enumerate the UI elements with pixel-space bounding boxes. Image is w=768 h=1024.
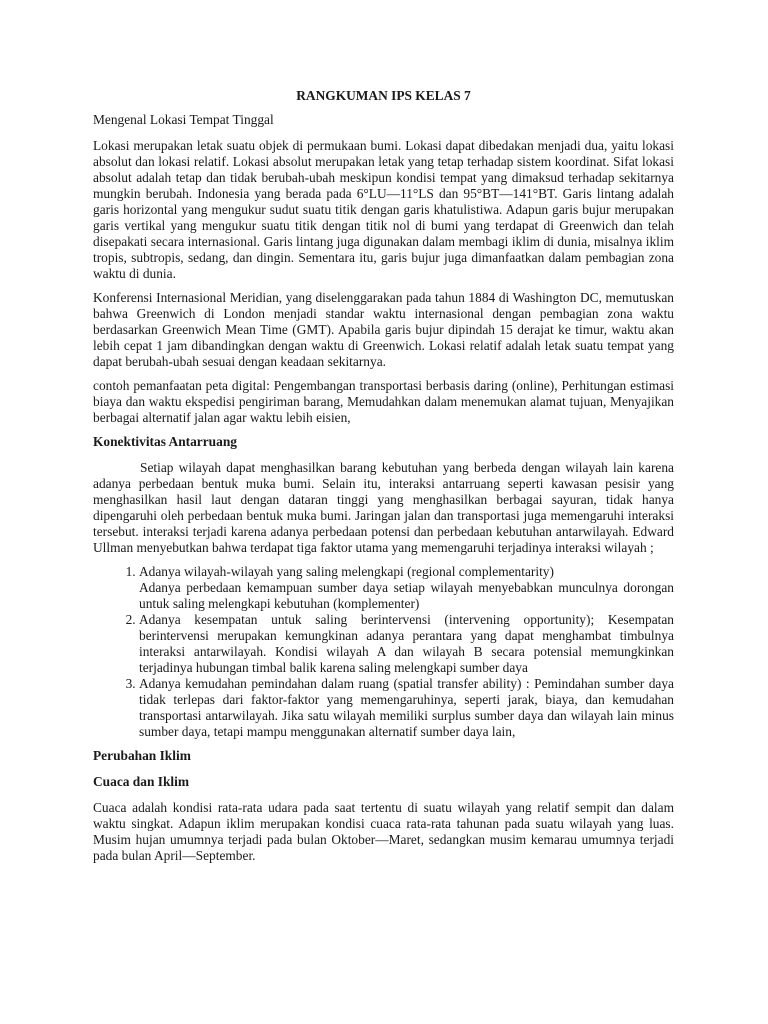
list-item-desc: Adanya perbedaan kemampuan sumber daya setiap wilayah menyebabkan munculnya dorongan untuk saling melengkapi kebutuhan (komplementer): [139, 580, 674, 611]
paragraph-cuaca: Cuaca adalah kondisi rata-rata udara pada saat tertentu di suatu wilayah yang relatif sempit dan dalam waktu singkat. Adapun iklim merupakan kondisi cuaca rata-rata tahunan pada suatu wilayah yang luas. Musim hujan umumnya terjadi pada bulan Oktober—Maret, sedangkan musim kemarau umumnya terjadi pada bulan April—September.: [93, 800, 674, 863]
document-page: [93, 88, 674, 872]
heading-perubahan-iklim: Perubahan Iklim: [93, 748, 191, 763]
paragraph-peta-digital: contoh pemanfaatan peta digital: Pengembangan transportasi berbasis daring (online), Perhitungan estimasi biaya dan waktu ekspedisi pengiriman barang, Memudahkan dalam menemukan alamat tujuan, Menyajikan berbagai alternatif jalan agar waktu lebih eisien,: [93, 378, 674, 425]
paragraph-lokasi: Lokasi merupakan letak suatu objek di permukaan bumi. Lokasi dapat dibedakan menjadi dua, yaitu lokasi absolut dan lokasi relatif. Lokasi absolut merupakan letak yang tetap terhadap sistem koordinat. Sifat lokasi absolut adalah tetap dan tidak berubah-ubah meskipun kondisi tempat yang dimaksud terhadap sekitarnya mungkin berubah. Indonesia yang berada pada 6°LU—11°LS dan 95°BT—141°BT. Garis lintang adalah garis horizontal yang mengukur sudut suatu titik dengan garis khatulistiwa. Adapun garis bujur merupakan garis vertikal yang mengukur suatu titik dengan titik nol di bumi yang terdapat di Greenwich dan telah disepakati secara internasional. Garis lintang juga digunakan dalam membagi iklim di dunia, misalnya iklim tropis, subtropis, sedang, dan dingin. Sementara itu, garis bujur juga dimanfaatkan dalam pembagian zona waktu di dunia.: [93, 138, 674, 281]
heading-cuaca-iklim: Cuaca dan Iklim: [93, 774, 189, 789]
list-item-title: 1. Adanya wilayah-wilayah yang saling melengkapi (regional complementarity): [139, 564, 554, 579]
heading-konektivitas: Konektivitas Antarruang: [93, 434, 237, 449]
document-subtitle: Mengenal Lokasi Tempat Tinggal: [93, 112, 274, 127]
list-item-title: 2. Adanya kesempatan untuk saling berintervensi (intervening opportunity); Kesempatan berintervensi merupakan kemungkinan adanya perantara yang dapat menghambat timbulnya interaksi antarwilayah. Kondisi wilayah A dan wilayah B secara potensial memungkinkan terjadinya hubungan timbal balik karena saling melengkapi sumber daya: [139, 612, 674, 675]
list-item: [139, 676, 674, 740]
document-title: RANGKUMAN IPS KELAS 7: [296, 88, 471, 103]
factor-list: [93, 564, 674, 740]
list-item-title: 3. Adanya kemudahan pemindahan dalam ruang (spatial transfer ability) : Pemindahan sumber daya tidak terlepas dari faktor-faktor yang memengaruhinya, seperti jarak, biaya, dan kemudahan transportasi antarwilayah. Jika satu wilayah memiliki surplus sumber daya dan wilayah lain minus sumber daya, tetapi mampu menggunakan alternatif sumber daya lain,: [139, 676, 674, 739]
paragraph-meridian: Konferensi Internasional Meridian, yang diselenggarakan pada tahun 1884 di Washington DC, memutuskan bahwa Greenwich di London menjadi standar waktu internasional dengan pembagian zona waktu berdasarkan Greenwich Mean Time (GMT). Apabila garis bujur dipindah 15 derajat ke timur, waktu akan lebih cepat 1 jam dibandingkan dengan waktu di Greenwich. Lokasi relatif adalah letak suatu tempat yang dapat berubah-ubah sesuai dengan keadaan sekitarnya.: [93, 290, 674, 369]
list-item: [139, 564, 674, 612]
list-item: [139, 612, 674, 676]
paragraph-konektivitas: Setiap wilayah dapat menghasilkan barang kebutuhan yang berbeda dengan wilayah lain karena adanya perbedaan bentuk muka bumi. Selain itu, interaksi antarruang seperti kawasan pesisir yang menghasilkan hasil laut dengan dataran tinggi yang menghasilkan berbagai sayuran, tidak hanya dipengaruhi oleh perbedaan bentuk muka bumi. Jaringan jalan dan transportasi juga memengaruhi interaksi tersebut. interaksi terjadi karena adanya perbedaan potensi dan perbedaan kebutuhan antarwilayah. Edward Ullman menyebutkan bahwa terdapat tiga faktor utama yang memengaruhi terjadinya interaksi wilayah ;: [93, 460, 674, 555]
